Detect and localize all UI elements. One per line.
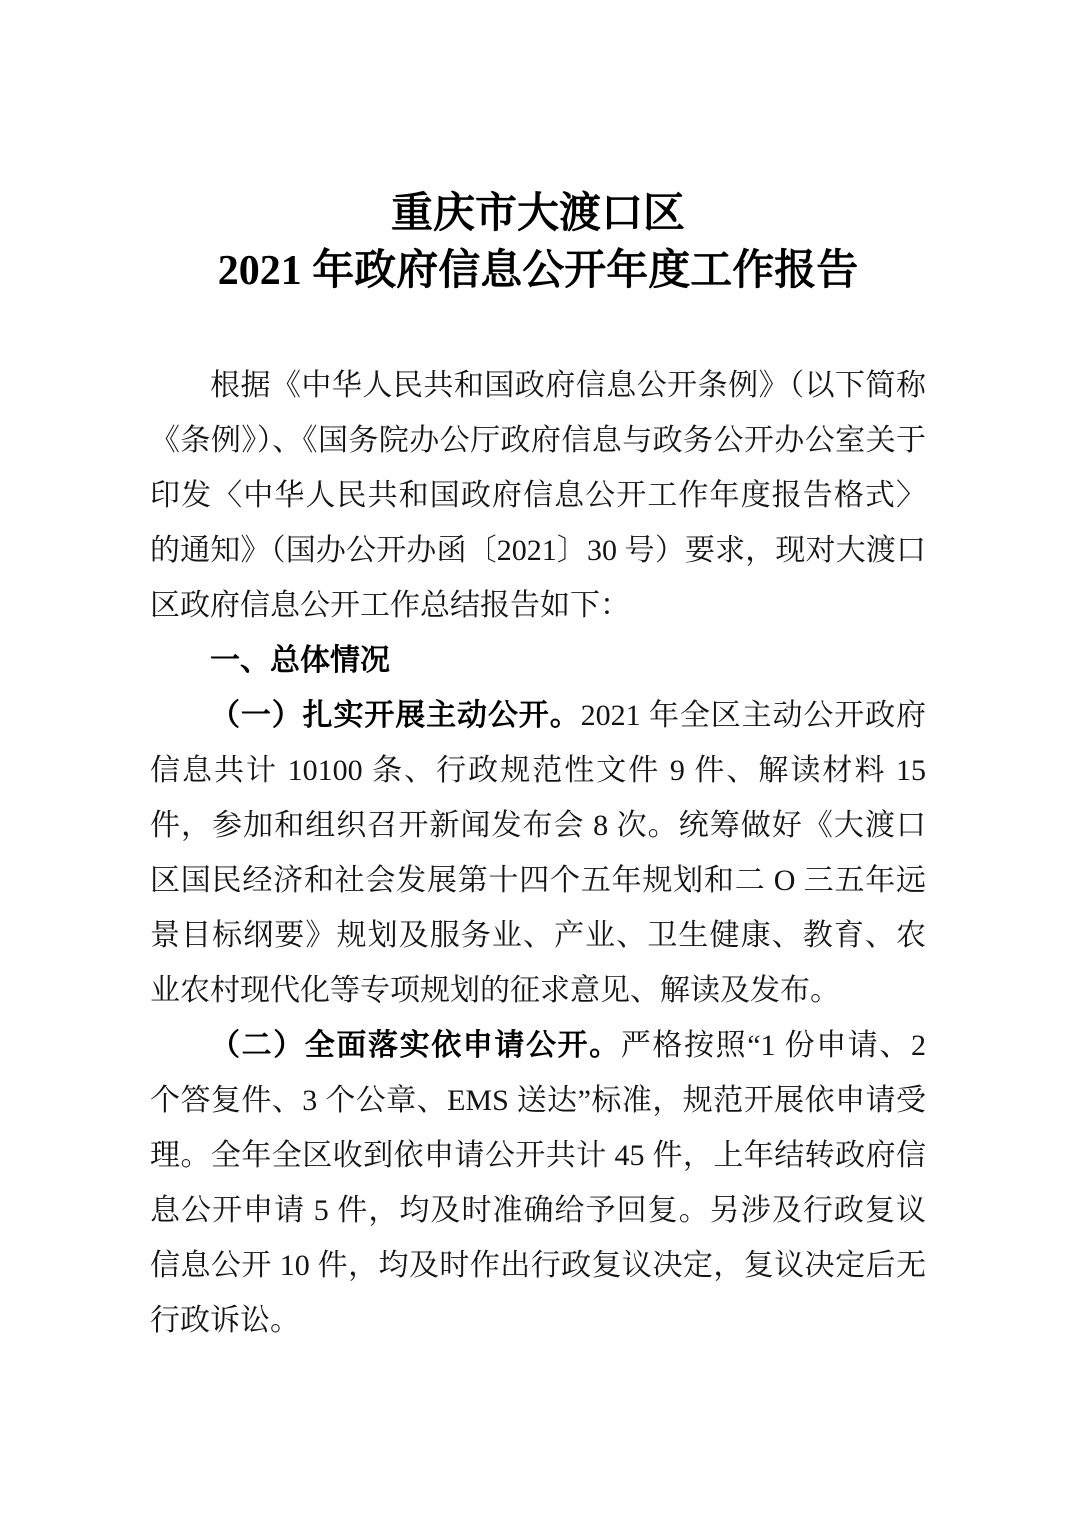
document-title	[150, 186, 926, 300]
paragraph-request-text: 严格按照“1 份申请、2 个答复件、3 个公章、EMS 送达”标准，规范开展依申请受理。全年全区收到依申请公开共计 45 件，上年结转政府信息公开申请 5 件，均及时准确给予回复。另涉及行政复议信息公开 10 件，均及时作出行政复议决定，复议决定后无行政诉讼。	[150, 1029, 927, 1337]
intro-paragraph: 根据《中华人民共和国政府信息公开条例》（以下简称《条例》）、《国务院办公厅政府信息与政务公开办公室关于印发〈中华人民共和国政府信息公开工作年度报告格式〉的通知》（国办公开办函〔2021〕30 号）要求，现对大渡口区政府信息公开工作总结报告如下：	[150, 369, 926, 622]
paragraph-proactive-disclosure	[150, 688, 926, 1018]
paragraph-proactive-text: 2021 年全区主动公开政府信息共计 10100 条、行政规范性文件 9 件、解读材料 15 件，参加和组织召开新闻发布会 8 次。统筹做好《大渡口区国民经济和社会发展第十四个五年规划和二 O 三五年远景目标纲要》规划及服务业、产业、卫生健康、教育、农业农村现代化等专项规划的征求意见、解读及发布。	[150, 699, 927, 1007]
document-title-line-2: 2021 年政府信息公开年度工作报告	[217, 248, 859, 294]
document-title-line-1: 重庆市大渡口区	[390, 191, 685, 237]
section-heading-overview: 一、总体情况	[210, 644, 390, 677]
paragraph-proactive-lead: （一）扎实开展主动公开。	[210, 699, 581, 732]
paragraph-request-lead: （二）全面落实依申请公开。	[210, 1029, 621, 1062]
paragraph-request-disclosure	[150, 1018, 926, 1348]
